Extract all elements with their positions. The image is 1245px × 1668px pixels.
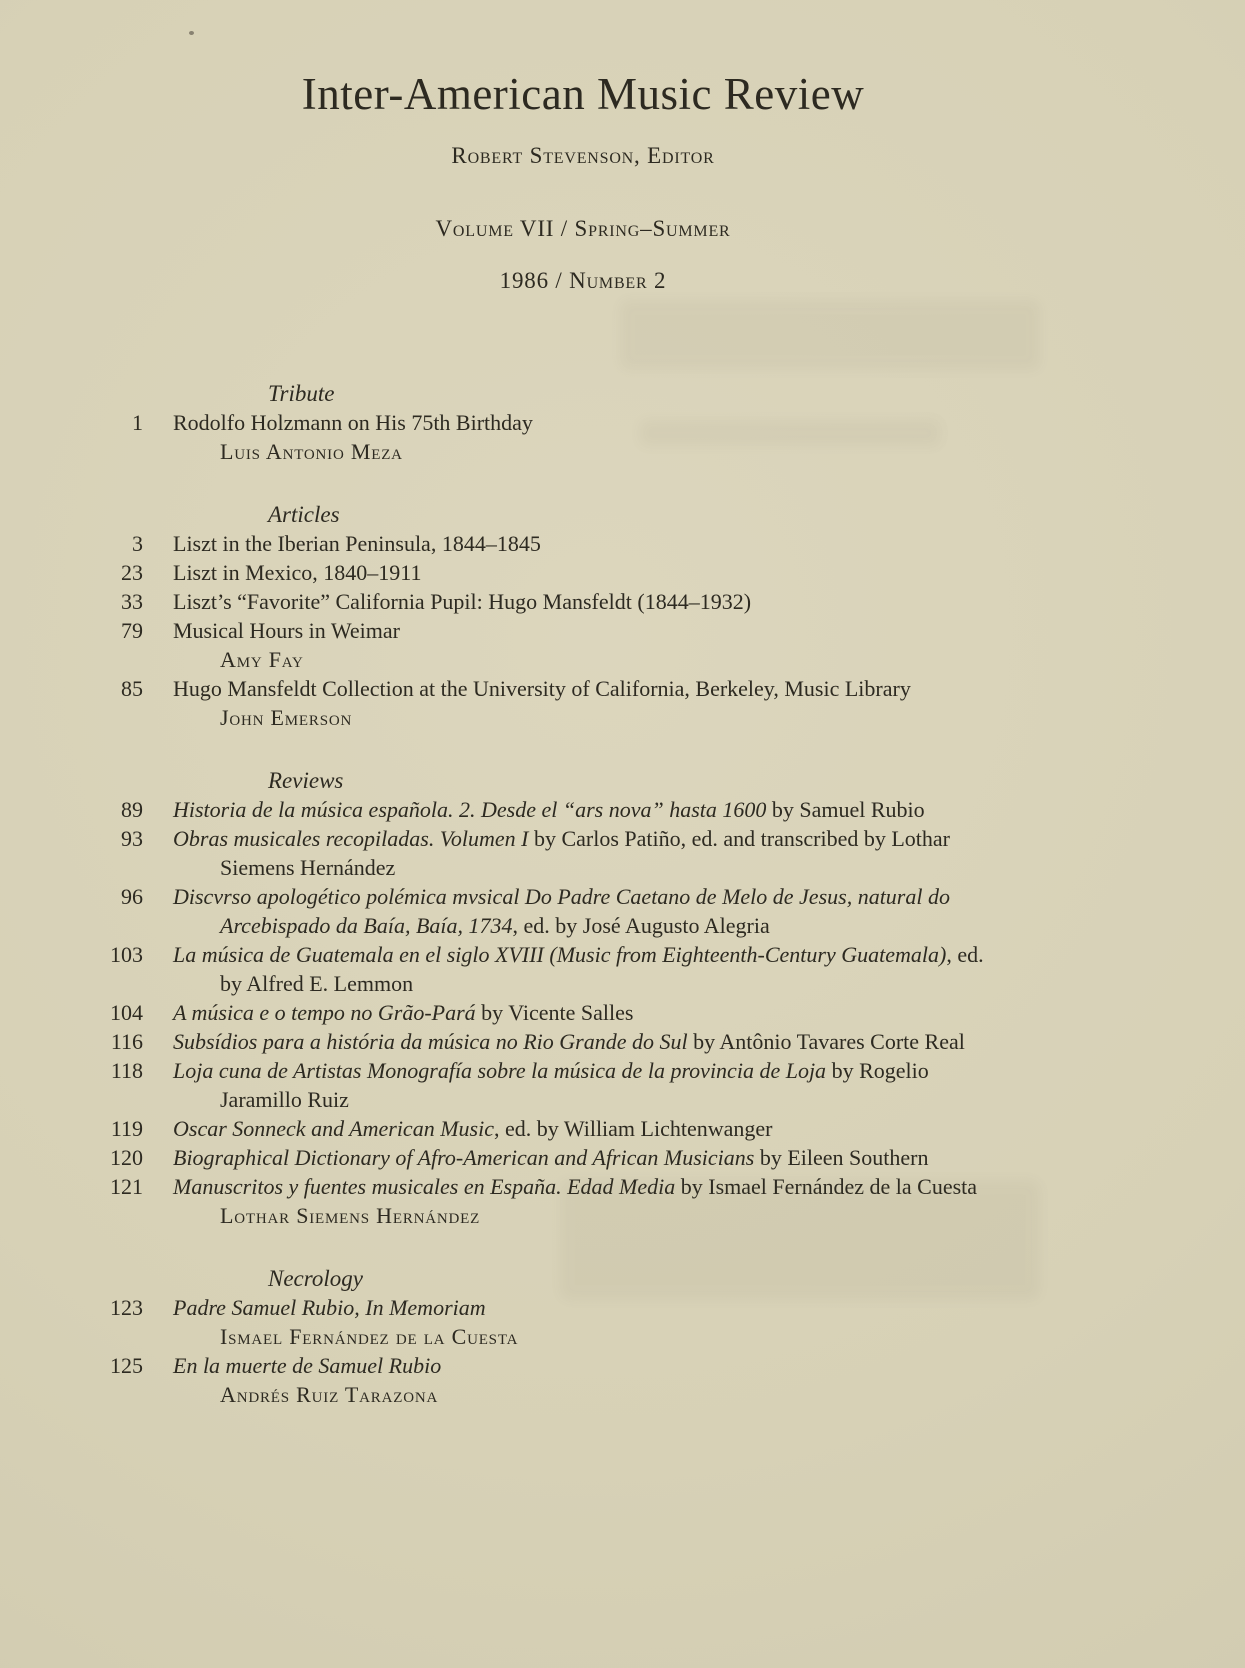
volume-line: Volume VII / Spring–Summer [435, 216, 731, 241]
entry-title [173, 558, 422, 587]
section-heading: Tribute [268, 381, 335, 406]
title-italic-text: A música e o tempo no Grão-Pará [173, 1000, 476, 1025]
page-number [0, 969, 143, 998]
page-number: 23 [121, 560, 143, 585]
toc-section-articles [0, 500, 1245, 732]
entry-title [173, 616, 400, 645]
entry-title [173, 882, 950, 911]
toc-section-necrology [0, 1264, 1245, 1409]
toc-section-reviews [0, 766, 1245, 1230]
page-number: 125 [110, 1353, 143, 1378]
page-number: 93 [121, 826, 143, 851]
editor-line: Robert Stevenson, Editor [451, 143, 715, 168]
page-number-empty [0, 1322, 143, 1351]
toc-entry-line [0, 529, 1245, 558]
entry-title [173, 998, 633, 1027]
title-plain-text: Liszt’s “Favorite” California Pupil: Hugo Mansfeldt (1844–1932) [173, 589, 752, 614]
toc-entry-line [0, 1351, 1245, 1380]
title-italic-text: La música de Guatemala en el siglo XVIII (Music from Eighteenth-Century Guatemala) [173, 942, 947, 967]
title-plain-text: by Ismael Fernández de la Cuesta [675, 1174, 978, 1199]
toc-entry-line [0, 1293, 1245, 1322]
toc-entry-line [0, 1143, 1245, 1172]
page-showthrough [620, 300, 1040, 370]
page-number-empty [0, 703, 143, 732]
title-plain-text: Musical Hours in Weimar [173, 618, 400, 643]
entry-title [220, 1085, 349, 1114]
title-plain-text: by Carlos Patiño, ed. and transcribed by Lothar [528, 826, 951, 851]
toc-entry-line [0, 408, 1245, 437]
title-italic-text: En la muerte de Samuel Rubio [173, 1353, 442, 1378]
title-plain-text: Siemens Hernández [220, 855, 396, 880]
toc-entry-line [0, 558, 1245, 587]
entry-title [173, 408, 533, 437]
entry-title [220, 911, 770, 940]
page-number [0, 853, 143, 882]
entry-title [173, 529, 541, 558]
title-plain-text: by Alfred E. Lemmon [220, 971, 414, 996]
entry-author: Ismael Fernández de la Cuesta [220, 1324, 519, 1349]
page-number-empty [0, 1201, 143, 1230]
masthead [0, 70, 1166, 293]
entry-author: John Emerson [220, 705, 353, 730]
section-heading: Articles [268, 502, 340, 527]
toc-entry-line [0, 1114, 1245, 1143]
title-italic-text: Arcebispado da Baía, Baía, 1734 [220, 913, 513, 938]
title-plain-text: by Samuel Rubio [766, 797, 925, 822]
entry-title [173, 1027, 965, 1056]
entry-title [173, 824, 950, 853]
page-number: 79 [121, 618, 143, 643]
toc-author-line [0, 1380, 1245, 1409]
entry-title [173, 795, 925, 824]
toc-author-line [0, 1201, 1245, 1230]
toc-entry-line [0, 998, 1245, 1027]
title-plain-text: by Rogelio [826, 1058, 929, 1083]
entry-title [173, 674, 911, 703]
title-italic-text: Biographical Dictionary of Afro-American and African Musicians [173, 1145, 755, 1170]
page-number: 103 [110, 942, 143, 967]
toc-author-line [0, 645, 1245, 674]
page-number: 123 [110, 1295, 143, 1320]
entry-title [173, 587, 751, 616]
toc-entry-line [0, 969, 1245, 998]
ink-speck [189, 31, 194, 35]
page-number: 1 [132, 410, 143, 435]
page-number-empty [0, 645, 143, 674]
page-number [0, 911, 143, 940]
toc-entry-line [0, 616, 1245, 645]
page-number: 118 [110, 1058, 143, 1083]
page-number: 85 [121, 676, 143, 701]
title-italic-text: Discvrso apologético polémica mvsical Do Padre Caetano de Melo de Jesus, natural do [173, 884, 950, 909]
toc-entry-line [0, 1172, 1245, 1201]
title-italic-text: Historia de la música española. 2. Desde el “ars nova” hasta 1600 [173, 797, 767, 822]
page-number: 104 [110, 1000, 143, 1025]
title-plain-text: , ed. [946, 942, 984, 967]
toc-author-line [0, 703, 1245, 732]
toc-entry-line [0, 795, 1245, 824]
page-number: 116 [110, 1029, 143, 1054]
title-plain-text: Liszt in Mexico, 1840–1911 [173, 560, 422, 585]
title-plain-text: Hugo Mansfeldt Collection at the University of California, Berkeley, Music Library [173, 676, 911, 701]
entry-title [173, 1114, 772, 1143]
section-heading: Necrology [268, 1266, 363, 1291]
toc-entry-line [0, 1027, 1245, 1056]
title-italic-text: Obras musicales recopiladas. Volumen I [173, 826, 529, 851]
toc-author-line [0, 437, 1245, 466]
page-number: 89 [121, 797, 143, 822]
entry-author: Andrés Ruiz Tarazona [220, 1382, 439, 1407]
entry-title [173, 1172, 977, 1201]
page-number: 33 [121, 589, 143, 614]
toc-entry-line [0, 1056, 1245, 1085]
title-plain-text: Jaramillo Ruiz [220, 1087, 349, 1112]
entry-title [173, 1056, 929, 1085]
toc-author-line [0, 1322, 1245, 1351]
toc-entry-line [0, 940, 1245, 969]
entry-author: Amy Fay [220, 647, 304, 672]
title-plain-text: , ed. by William Lichtenwanger [493, 1116, 773, 1141]
entry-title [173, 940, 984, 969]
entry-author: Luis Antonio Meza [220, 439, 403, 464]
page-number: 119 [110, 1116, 143, 1141]
toc-entry-line [0, 674, 1245, 703]
title-italic-text: Padre Samuel Rubio, In Memoriam [173, 1295, 486, 1320]
title-plain-text: Liszt in the Iberian Peninsula, 1844–1845 [173, 531, 541, 556]
page-number-empty [0, 437, 143, 466]
page-number: 120 [110, 1145, 143, 1170]
title-italic-text: Manuscritos y fuentes musicales en España. Edad Media [173, 1174, 676, 1199]
page-number: 96 [121, 884, 143, 909]
page-number: 3 [132, 531, 143, 556]
toc-entry-line [0, 853, 1245, 882]
title-plain-text: , ed. by José Augusto Alegria [512, 913, 770, 938]
title-italic-text: Subsídios para a história da música no Rio Grande do Sul [173, 1029, 688, 1054]
toc-entry-line [0, 587, 1245, 616]
entry-title [220, 969, 413, 998]
toc-entry-line [0, 824, 1245, 853]
entry-title [220, 853, 395, 882]
toc [0, 379, 1245, 1409]
page-number-empty [0, 1380, 143, 1409]
entry-title [173, 1293, 486, 1322]
toc-entry-line [0, 911, 1245, 940]
title-italic-text: Loja cuna de Artistas Monografía sobre la música de la provincia de Loja [173, 1058, 827, 1083]
entry-title [173, 1351, 441, 1380]
entry-author: Lothar Siemens Hernández [220, 1203, 481, 1228]
toc-entry-line [0, 1085, 1245, 1114]
issue-line: 1986 / Number 2 [499, 268, 667, 293]
toc-entry-line [0, 882, 1245, 911]
title-italic-text: Oscar Sonneck and American Music [173, 1116, 494, 1141]
title-plain-text: Rodolfo Holzmann on His 75th Birthday [173, 410, 533, 435]
toc-section-tribute [0, 379, 1245, 466]
journal-title: Inter-American Music Review [301, 69, 865, 119]
section-heading: Reviews [268, 768, 344, 793]
entry-title [173, 1143, 928, 1172]
title-plain-text: by Eileen Southern [754, 1145, 929, 1170]
page-number [0, 1085, 143, 1114]
title-plain-text: by Antônio Tavares Corte Real [687, 1029, 965, 1054]
page-number: 121 [110, 1174, 143, 1199]
title-plain-text: by Vicente Salles [475, 1000, 634, 1025]
